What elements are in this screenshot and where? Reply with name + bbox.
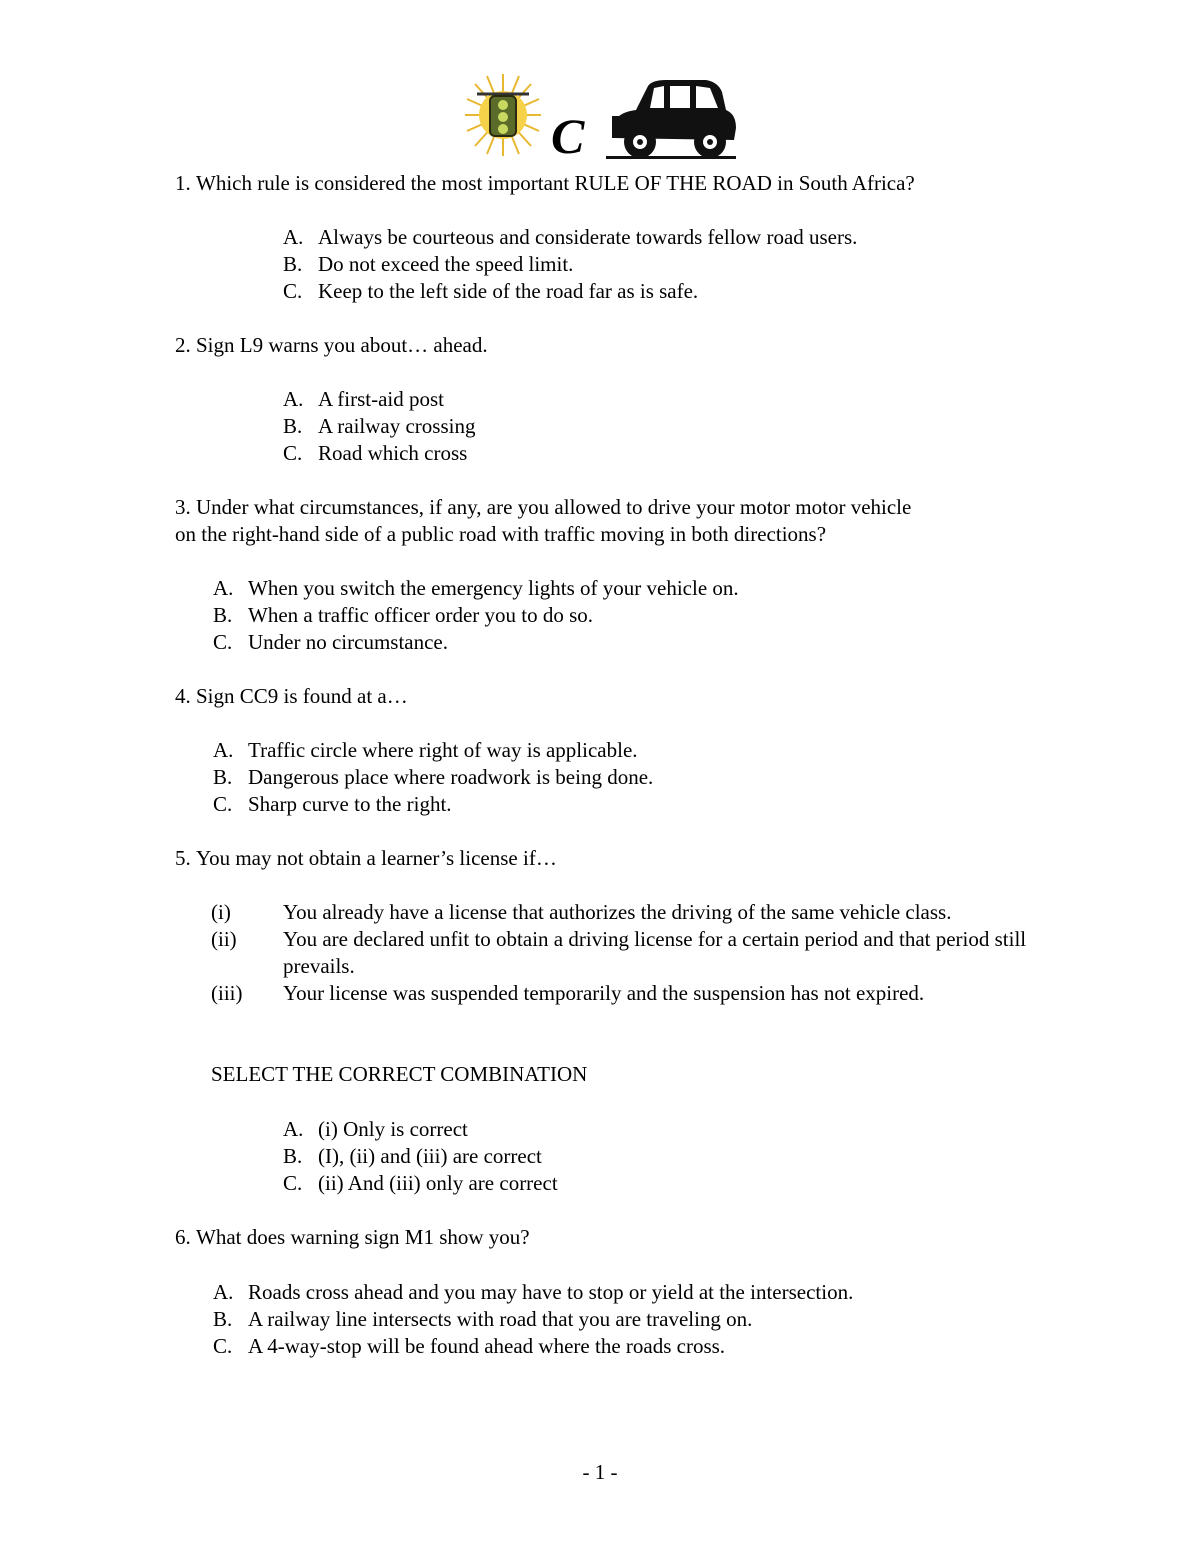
- option-a[interactable]: [213, 575, 739, 602]
- option-b[interactable]: [283, 1143, 558, 1170]
- question-5: [175, 845, 1025, 872]
- option-a[interactable]: [213, 1279, 853, 1306]
- option-c[interactable]: [283, 278, 857, 305]
- option-letter: A.: [213, 576, 234, 600]
- option-letter: B.: [213, 765, 233, 789]
- option-b[interactable]: [213, 1306, 853, 1333]
- option-c[interactable]: [283, 1170, 558, 1197]
- option-text: Under no circumstance.: [248, 630, 449, 654]
- option-c[interactable]: [213, 629, 739, 656]
- question-number: 5.: [175, 846, 191, 870]
- option-letter: A.: [283, 1117, 304, 1141]
- question-5-statements: [211, 899, 1031, 1007]
- option-text: (i) Only is correct: [318, 1117, 468, 1141]
- option-text: (ii) And (iii) only are correct: [318, 1171, 558, 1195]
- statement-i: [211, 899, 1031, 926]
- question-5-options: [283, 1116, 558, 1197]
- question-text: Which rule is considered the most important RULE OF THE ROAD in South Africa?: [196, 171, 915, 195]
- question-1-options: [283, 224, 857, 305]
- question-2: [175, 332, 1025, 359]
- question-text-line-2: on the right-hand side of a public road with traffic moving in both directions?: [175, 522, 827, 546]
- option-letter: B.: [213, 603, 233, 627]
- question-4: [175, 683, 1025, 710]
- option-text: Road which cross: [318, 441, 468, 465]
- option-b[interactable]: [213, 602, 739, 629]
- option-letter: C.: [283, 279, 303, 303]
- combination-instruction: SELECT THE CORRECT COMBINATION: [211, 1062, 588, 1086]
- statement-ii: [211, 926, 1031, 980]
- question-6: [175, 1224, 1025, 1251]
- question-number: 1.: [175, 171, 191, 195]
- option-text: A 4-way-stop will be found ahead where the roads cross.: [248, 1334, 726, 1358]
- option-b[interactable]: [283, 413, 475, 440]
- option-letter: B.: [213, 1307, 233, 1331]
- statement-number: (iii): [211, 981, 243, 1005]
- option-a[interactable]: [213, 737, 653, 764]
- option-text: Always be courteous and considerate towards fellow road users.: [318, 225, 858, 249]
- question-1: [175, 170, 1025, 197]
- question-number: 6.: [175, 1225, 191, 1249]
- page-number: - 1 -: [582, 1460, 618, 1484]
- traffic-light-icon: [463, 72, 543, 158]
- option-letter: B.: [283, 414, 303, 438]
- option-letter: B.: [283, 252, 303, 276]
- option-c[interactable]: [213, 1333, 853, 1360]
- question-3: [175, 494, 1025, 548]
- question-text: You may not obtain a learner’s license if…: [196, 846, 557, 870]
- option-letter: C.: [283, 1171, 303, 1195]
- question-6-options: [213, 1279, 853, 1360]
- question-text: Sign CC9 is found at a…: [196, 684, 408, 708]
- option-text: When a traffic officer order you to do so.: [248, 603, 594, 627]
- option-text: Traffic circle where right of way is applicable.: [248, 738, 638, 762]
- option-text: When you switch the emergency lights of your vehicle on.: [248, 576, 739, 600]
- question-number: 2.: [175, 333, 191, 357]
- option-text: Roads cross ahead and you may have to stop or yield at the intersection.: [248, 1280, 854, 1304]
- option-text: Dangerous place where roadwork is being done.: [248, 765, 654, 789]
- question-4-options: [213, 737, 653, 818]
- question-2-options: [283, 386, 475, 467]
- option-letter: B.: [283, 1144, 303, 1168]
- statement-iii: [211, 980, 1031, 1007]
- question-number: 4.: [175, 684, 191, 708]
- option-text: A railway crossing: [318, 414, 476, 438]
- option-letter: C.: [213, 1334, 233, 1358]
- header-logo: [0, 68, 1200, 168]
- question-3-options: [213, 575, 739, 656]
- option-text: (I), (ii) and (iii) are correct: [318, 1144, 542, 1168]
- option-c[interactable]: [283, 440, 475, 467]
- license-class-letter: C: [551, 108, 585, 164]
- option-letter: A.: [213, 738, 234, 762]
- statement-number: (ii): [211, 927, 237, 951]
- option-letter: A.: [283, 225, 304, 249]
- option-text: A railway line intersects with road that you are traveling on.: [248, 1307, 753, 1331]
- option-text: Keep to the left side of the road far as is safe.: [318, 279, 699, 303]
- vintage-car-icon: [606, 76, 738, 164]
- option-letter: C.: [213, 630, 233, 654]
- option-a[interactable]: [283, 386, 475, 413]
- option-text: Sharp curve to the right.: [248, 792, 452, 816]
- question-text-line-1: Under what circumstances, if any, are you allowed to drive your motor motor vehicle: [196, 495, 912, 519]
- option-c[interactable]: [213, 791, 653, 818]
- option-a[interactable]: [283, 224, 857, 251]
- option-letter: A.: [213, 1280, 234, 1304]
- option-letter: C.: [283, 441, 303, 465]
- option-a[interactable]: [283, 1116, 558, 1143]
- option-b[interactable]: [213, 764, 653, 791]
- statement-text: Your license was suspended temporarily and the suspension has not expired.: [283, 981, 925, 1005]
- question-number: 3.: [175, 495, 191, 519]
- statement-text: You already have a license that authorizes the driving of the same vehicle class.: [283, 900, 952, 924]
- statement-text: You are declared unfit to obtain a driving license for a certain period and that period still prevails.: [283, 927, 1027, 978]
- question-text: Sign L9 warns you about… ahead.: [196, 333, 488, 357]
- option-letter: C.: [213, 792, 233, 816]
- option-letter: A.: [283, 387, 304, 411]
- statement-number: (i): [211, 900, 231, 924]
- option-text: A first-aid post: [318, 387, 444, 411]
- option-text: Do not exceed the speed limit.: [318, 252, 574, 276]
- option-b[interactable]: [283, 251, 857, 278]
- question-text: What does warning sign M1 show you?: [196, 1225, 530, 1249]
